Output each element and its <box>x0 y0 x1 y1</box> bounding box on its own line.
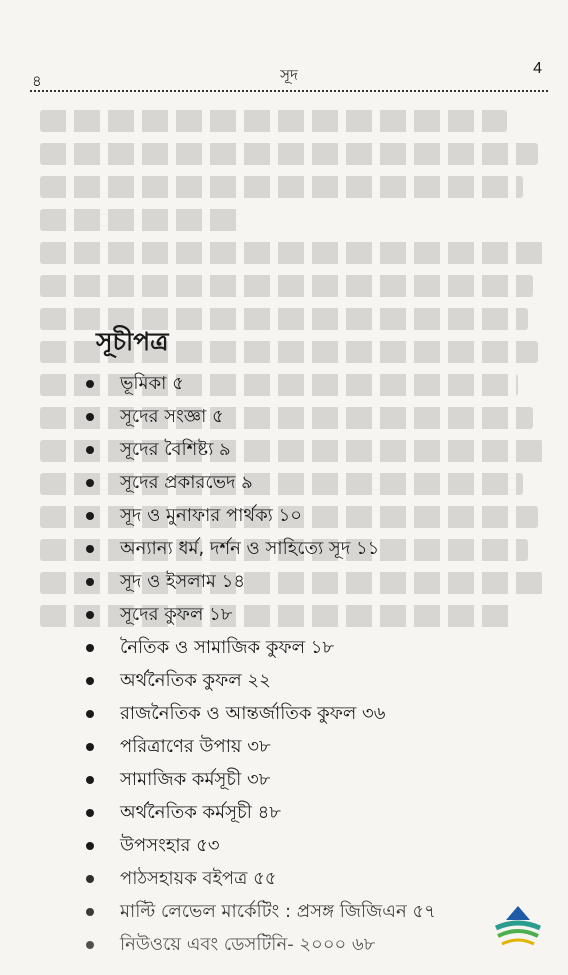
toc-entry <box>86 832 220 860</box>
emblem-book-mid-icon <box>498 931 538 936</box>
toc-entry-text: সূদ ও ইসলাম ১৪ <box>120 570 246 592</box>
toc-entry-text: অন্যান্য ধর্ম, দর্শন ও সাহিত্যে সূদ ১১ <box>120 537 380 559</box>
toc-entry-text: রাজনৈতিক ও আন্তর্জাতিক কুফল ৩৬ <box>120 702 386 724</box>
bullet-icon <box>86 776 94 784</box>
header-dotted-rule <box>30 90 548 92</box>
bullet-icon <box>86 908 94 916</box>
toc-entry <box>86 370 184 398</box>
page-header <box>30 58 548 92</box>
bullet-icon <box>86 578 94 586</box>
toc-title: সূচীপত্র <box>96 327 169 356</box>
page-number-left: ৪ <box>32 72 42 90</box>
bullet-icon <box>86 710 94 718</box>
toc-entry-text: অর্থনৈতিক কুফল ২২ <box>120 669 271 691</box>
toc-entry <box>86 667 271 695</box>
toc-entry-text: সূদ ও মুনাফার পার্থক্য ১০ <box>120 504 303 526</box>
toc-entry <box>86 733 271 761</box>
toc-entry-text: সূদের সংজ্ঞা ৫ <box>120 405 224 427</box>
toc-entry-text: সূদের বৈশিষ্ট্য ৯ <box>120 438 231 460</box>
bullet-icon <box>86 611 94 619</box>
bullet-icon <box>86 875 94 883</box>
running-title: সূদ <box>280 66 298 84</box>
emblem-roof-icon <box>506 906 530 920</box>
toc-entry <box>86 865 276 893</box>
toc-entry-text: পরিত্রাণের উপায় ৩৮ <box>120 735 271 757</box>
bullet-icon <box>86 413 94 421</box>
toc-entry <box>86 931 375 959</box>
bullet-icon <box>86 677 94 685</box>
toc-entry <box>86 403 224 431</box>
toc-entry <box>86 436 231 464</box>
toc-entry-text: মাল্টি লেভেল মার্কেটিং : প্রসঙ্গ জিজিএন ৫৭ <box>120 900 436 922</box>
page-number-right: 4 <box>533 60 542 77</box>
toc-entry-text: ভূমিকা ৫ <box>120 372 184 394</box>
bullet-icon <box>86 644 94 652</box>
toc-entry <box>86 898 436 926</box>
book-emblem-icon <box>490 904 546 958</box>
toc-entry <box>86 469 253 497</box>
toc-entry-text: অর্থনৈতিক কর্মসূচী ৪৮ <box>120 801 281 823</box>
bullet-icon <box>86 842 94 850</box>
toc-entry-text: নিউওয়ে এবং ডেসটিনি- ২০০০ ৬৮ <box>120 933 376 955</box>
emblem-book-top-icon <box>496 923 540 928</box>
bullet-icon <box>86 380 94 388</box>
bullet-icon <box>86 809 94 817</box>
toc-entry <box>86 568 245 596</box>
bullet-icon <box>86 941 94 949</box>
toc-entry-text: সামাজিক কর্মসূচী ৩৮ <box>120 768 271 790</box>
toc-entry <box>86 766 270 794</box>
toc-entry <box>86 634 334 662</box>
emblem-book-bottom-icon <box>502 940 534 944</box>
bullet-icon <box>86 512 94 520</box>
bullet-icon <box>86 545 94 553</box>
toc-entry-text: সূদের কুফল ১৮ <box>120 603 233 625</box>
toc-entry <box>86 700 385 728</box>
bullet-icon <box>86 446 94 454</box>
toc-entry <box>86 799 281 827</box>
bullet-icon <box>86 743 94 751</box>
toc-entry <box>86 502 302 530</box>
toc-entry-text: উপসংহার ৫৩ <box>120 834 220 856</box>
toc-entry-text: নৈতিক ও সামাজিক কুফল ১৮ <box>120 636 335 658</box>
toc-entry <box>86 601 232 629</box>
toc-entry-text: পাঠসহায়ক বইপত্র ৫৫ <box>120 867 277 889</box>
toc-entry <box>86 535 379 563</box>
toc-entry-text: সূদের প্রকারভেদ ৯ <box>120 471 253 493</box>
bullet-icon <box>86 479 94 487</box>
